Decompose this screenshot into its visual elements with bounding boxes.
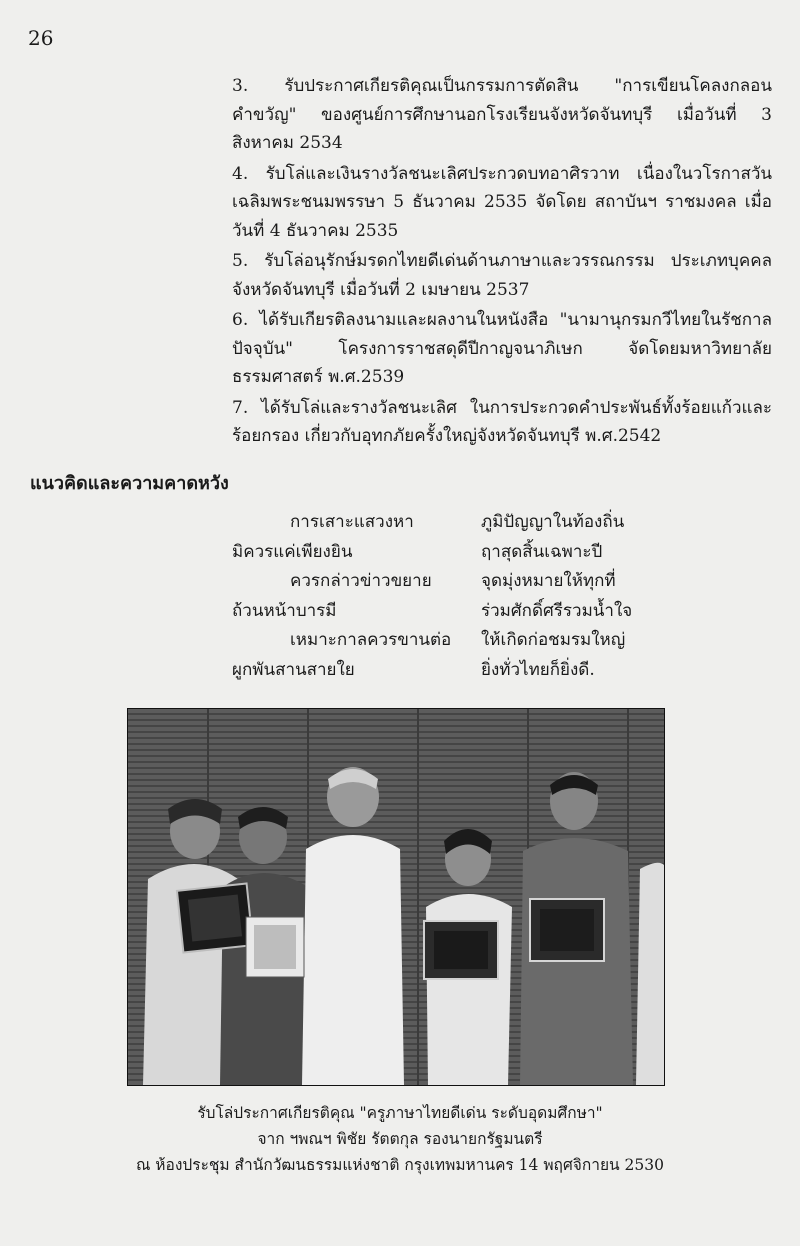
poem: [0, 508, 800, 685]
section-heading: แนวคิดและความคาดหวัง: [30, 473, 229, 494]
poem-verse-right: จุดมุ่งหมายให้ทุกที่: [481, 571, 616, 591]
poem-line: [0, 538, 800, 568]
caption-line: รับโล่ประกาศเกียรติคุณ "ครูภาษาไทยดีเด่น ระดับอุดมศึกษา": [197, 1104, 603, 1122]
poem-verse-left: การเสาะแสวงหา: [290, 512, 414, 532]
caption-line: จาก ฯพณฯ พิชัย รัตตกุล รองนายกรัฐมนตรี: [257, 1130, 543, 1148]
poem-verse-left: มิควรแค่เพียงยิน: [232, 541, 353, 562]
award-item: 4. รับโล่และเงินรางวัลชนะเลิศประกวดบทอาศิรวาท เนื่องในวโรกาสวันเฉลิมพระชนมพรรษา 5 ธันวาคม 2535 จัดโดย สถาบันฯ ราชมงคล เมื่อวันที่ 4 ธันวาคม 2535: [232, 163, 772, 241]
poem-verse-left: เหมาะกาลควรขานต่อ: [290, 630, 452, 650]
poem-verse-left: ควรกล่าวข่าวขยาย: [290, 571, 432, 591]
award-item: 7. ได้รับโล่และรางวัลชนะเลิศ ในการประกวดคำประพันธ์ทั้งร้อยแก้วและร้อยกรอง เกี่ยวกับอุทกภัยครั้งใหญ่จังหวัดจันทบุรี พ.ศ.2542: [232, 397, 772, 446]
poem-line: [0, 656, 800, 686]
poem-verse-left: ถ้วนหน้าบารมี: [232, 600, 337, 621]
poem-line: [0, 508, 800, 538]
poem-verse-right: ยิ่งทั่วไทยก็ยิ่งดี.: [481, 659, 595, 680]
poem-verse-right: ร่วมศักดิ์ศรีรวมน้ำใจ: [481, 600, 633, 621]
poem-verse-right: ฤาสุดสิ้นเฉพาะปี: [481, 541, 603, 562]
poem-line: [0, 567, 800, 597]
page-number: 26: [28, 26, 54, 50]
award-plaque: [530, 899, 604, 961]
award-ceremony-photo: [127, 708, 665, 1086]
award-item: 5. รับโล่อนุรักษ์มรดกไทยดีเด่นด้านภาษาและวรรณกรรม ประเภทบุคคล จังหวัดจันทบุรี เมื่อวันที่ 2 เมษายน 2537: [232, 251, 772, 300]
photo-caption: [100, 1100, 700, 1178]
poem-verse-left: ผูกพันสานสายใย: [232, 659, 355, 680]
awards-list: [232, 72, 772, 453]
award-item: 6. ได้รับเกียรติลงนามและผลงานในหนังสือ "นามานุกรมกวีไทยในรัชกาลปัจจุบัน" โครงการราชสดุดีปีกาญจนาภิเษก จัดโดยมหาวิทยาลัยธรรมศาสตร์ พ.ศ.2539: [232, 310, 772, 387]
poem-verse-right: ภูมิปัญญาในท้องถิ่น: [481, 512, 625, 532]
award-item: 3. รับประกาศเกียรติคุณเป็นกรรมการตัดสิน "การเขียนโคลงกลอนคำขวัญ" ของศูนย์การศึกษานอกโรงเรียนจังหวัดจันทบุรี เมื่อวันที่ 3 สิงหาคม 2534: [232, 76, 772, 153]
poem-verse-right: ให้เกิดก่อชมรมใหญ่: [481, 630, 626, 650]
caption-line: ณ ห้องประชุม สำนักวัฒนธรรมแห่งชาติ กรุงเทพมหานคร 14 พฤศจิกายน 2530: [136, 1156, 664, 1174]
poem-line: [0, 597, 800, 627]
award-plaque: [177, 884, 253, 953]
poem-line: [0, 626, 800, 656]
award-plaque: [246, 917, 304, 977]
award-plaque: [424, 921, 498, 979]
